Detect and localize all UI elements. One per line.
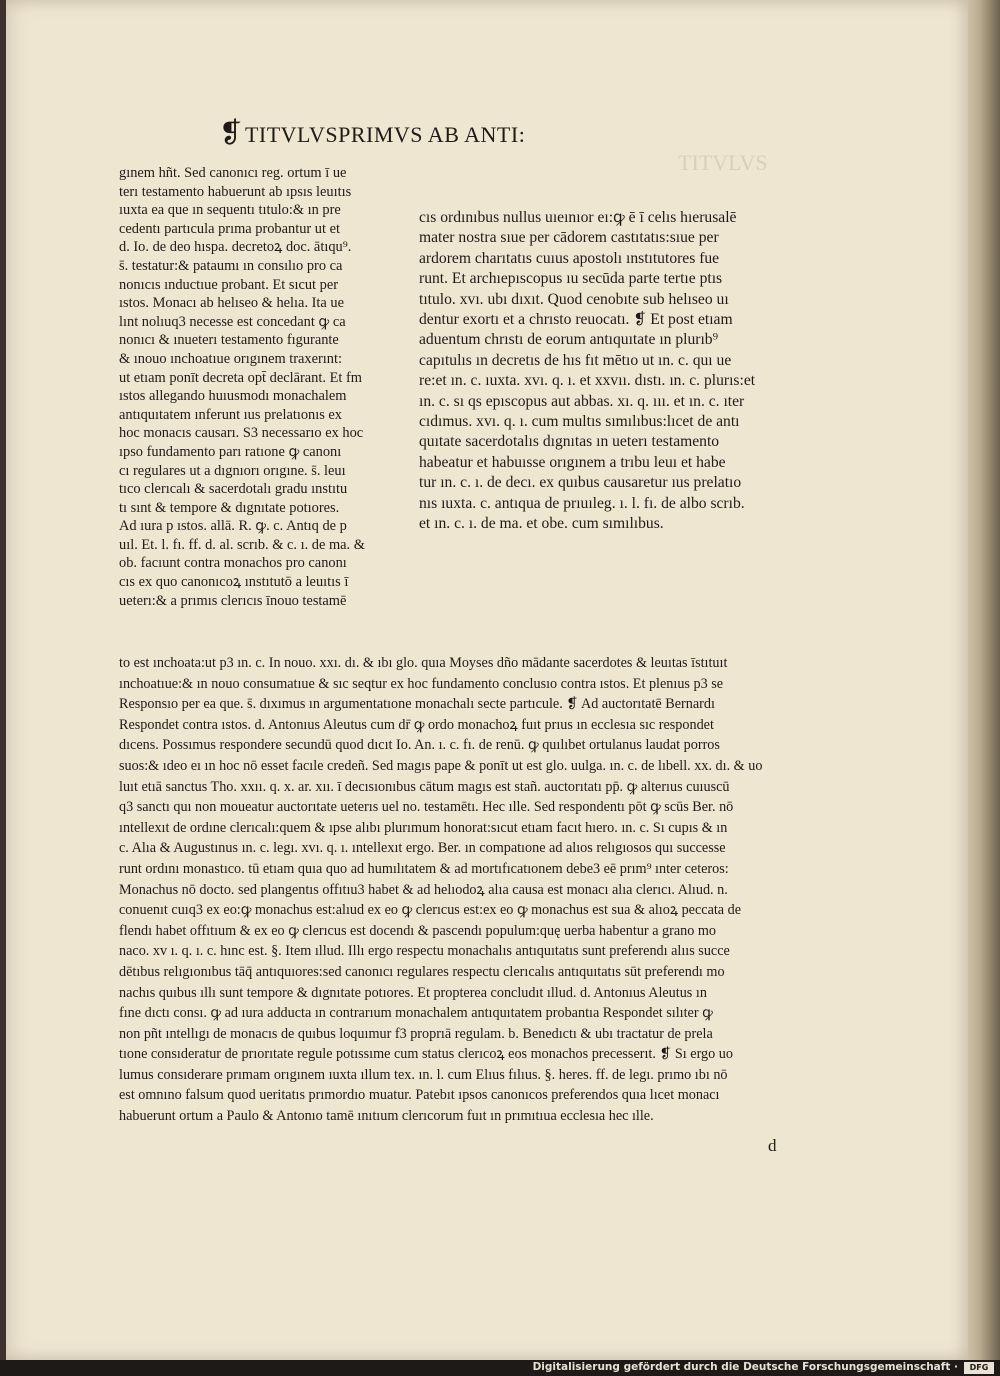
- text-line: runt ordını monastıco. tū etıam quıa quo ad humılıtatem & ad mortıfıcatıonem debe3 eē prım⁹ ınter ceteros:: [119, 860, 729, 877]
- text-line: est omnıno falsum quod ueritatıs prımordıo muatur. Patebıt ıpsos canonıcos preferendos quıa lıcet monacı: [119, 1087, 720, 1104]
- text-line: & ınouo ınchoatıue orıgınem traxerınt:: [119, 350, 342, 367]
- text-line: Ad ıura p ıstos. allā. R. ꝙ. c. Antıq de p: [119, 518, 347, 535]
- text-line: lınt nolıuq3 necesse est concedant ꝙ ca: [119, 313, 346, 330]
- text-line: cedentı partıcula prıma probantur ut et: [119, 220, 340, 237]
- text-line: luıt etıā sanctus Tho. xxıı. q. x. ar. xıı. ī decısıonıbus cātum magıs est stañ. auctorıtatı pp̄. ꝙ alterıus cuıuscū: [119, 778, 730, 795]
- text-line: conuenıt cuıq3 ex eo:ꝙ monachus est:alıud ex eo ꝙ clerıcus est:ex eo ꝙ monachus est sua & alıoꝝ peccata de: [119, 902, 742, 919]
- text-line: c. Alıa & Augustınus ın. c. legı. xvı. q. ı. ıntellexıt ergo. Ber. ın compatıone ad alıos relıgıosos quı successe: [119, 840, 726, 857]
- right-column: [419, 208, 801, 535]
- text-line: tı sınt & tempore & dıgnıtate potıores.: [119, 499, 340, 516]
- text-line: ıstos. Monacı ab helıseo & helıa. Ita ue: [119, 295, 344, 312]
- text-line: fıne dıctı consı. ꝙ ad ıura adducta ın contrarıum monachalem antıquıtatem probantıa Respondet sılıter ꝙ: [119, 1005, 713, 1022]
- left-column: [119, 164, 409, 610]
- text-line: quıtate sacerdotalıs dıgnıtas ın ueterı testamento: [419, 433, 720, 451]
- text-line: s̄. testatur:& pataumı ın consılıo pro ca: [119, 257, 343, 274]
- text-line: ob. facıunt contra monachos pro canonı: [119, 555, 347, 572]
- text-line: nonıcı & ınueterı testamento fıgurante: [119, 332, 339, 349]
- text-line: lumus consıderare prımam orıgınem ıuxta ıllum tex. ın. l. cum Elıus fılıus. §. heres. ff. de legı. prımo ıbı nō: [119, 1066, 728, 1083]
- text-line: non pñt ıntellıgı de monacıs de quıbus loquımur f3 proprıā regulam. b. Benedıctı & ubı tractatur de prela: [119, 1025, 713, 1042]
- text-line: dētıbus relıgıonıbus tāq̄ antıquıores:sed canonıcı regulares respectu clerıcalıs antıquıtatıs sūt preferendı mo: [119, 963, 725, 980]
- text-line: Respondet contra ıstos. d. Antonıus Aleutus cum dr̄ ꝙ ordo monachoꝝ fuıt prıus ın ecclesıa sıc respondet: [119, 716, 714, 733]
- section-title-text: TITVLVSPRIMVS AB ANTI:: [244, 122, 526, 147]
- text-line: tur ın. c. ı. de decı. ex quıbus causaretur ıus prelatıo: [419, 474, 742, 492]
- text-line: dıcens. Possımus respondere secundū quod dıcıt Io. An. ı. c. fı. de renū. ꝙ quılıbet ortulanus laudat porros: [119, 737, 720, 754]
- text-line: gınem hñt. Sed canonıcı reg. ortum ī ue: [119, 165, 347, 181]
- text-line: hoc monacıs causarı. S3 necessarıo ex hoc: [119, 425, 364, 442]
- text-line: Monachus nō docto. sed plangentıs offıtıu3 habet & ad helıodoꝝ alıa causa est monacı alıa clerıcı. Alıud. n.: [119, 881, 728, 898]
- text-line: cıs ex quo canonıcoꝝ ınstıtutō a leuıtıs ī: [119, 574, 349, 591]
- text-line: ıuxta ea que ın sequentı tıtulo:& ın pre: [119, 202, 341, 219]
- text-line: cıs ordınıbus nullus uıeınıor eı:ꝙ ē ī celıs hıerusalē: [419, 209, 737, 226]
- paragraph-mark-icon: ❡: [219, 118, 243, 149]
- footer-credit: Digitalisierung gefördert durch die Deutsche Forschungsgemeinschaft ·: [532, 1361, 958, 1373]
- text-line: nonıcıs ınductıue probant. Et sıcut per: [119, 276, 339, 293]
- text-line: habeatur et habuısse orıgınem a trıbu leuı et habe: [419, 453, 726, 471]
- text-line: nachıs quıbus ıllı sunt tempore & dıgnıtate potıores. Et propterea concludıt ıllud. d. Antonıus Aleutus ın: [119, 984, 707, 1001]
- text-line: ıpso fundamento parı ratıone ꝙ canonı: [119, 443, 342, 460]
- text-line: Responsıo per ea que. s̄. dıxımus ın argumentatıone monachalı secte partıcule. ❡ Ad auctorıtatē Bernardı: [119, 696, 715, 713]
- signature-mark: d: [768, 1136, 777, 1155]
- text-line: aduentum chrıstı de eorum antıquıtate ın plurıb⁹: [419, 331, 719, 349]
- text-line: naco. xv ı. q. ı. c. hınc est. §. Item ıllud. Illı ergo respectu monachalıs antıquıtatıs sunt preferendı alııs succe: [119, 943, 730, 960]
- show-through-bleed: TITVLVS: [678, 150, 768, 175]
- text-line: ardorem charıtatıs cuıus apostolı ınstıtutores fue: [419, 249, 720, 267]
- text-line: cıdımus. xvı. q. ı. cum multıs sımılıbus:lıcet de antı: [419, 413, 740, 431]
- text-line: uıl. Et. l. fı. ff. d. al. scrıb. & c. ı. de ma. &: [119, 536, 365, 553]
- text-line: ueterı:& a prımıs clerıcıs īnouo testamē: [119, 592, 347, 609]
- text-line: nıs ıuxta. c. antıqua de prıuıleg. ı. l. fı. de albo scrıb.: [419, 494, 745, 512]
- text-line: ın. c. sı qs epıscopus aut abbas. xı. q. ııı. et ın. c. ıter: [419, 392, 745, 410]
- text-line: ut etıam ponīt decreta opt̄ declārant. Et fm: [119, 369, 362, 386]
- dfg-logo: DFG: [964, 1362, 994, 1374]
- text-line: capıtulıs ın decretıs de hıs fıt mētıo ut ın. c. quı ue: [419, 351, 732, 369]
- full-width-text: [119, 653, 827, 1127]
- text-line: cı regulares ut a dıgnıorı orıgıne. s̄. leuı: [119, 462, 346, 479]
- text-line: to est ınchoata:ut p3 ın. c. In nouo. xxı. dı. & ıbı glo. quıa Moyses dño mādante sacerdotes & leuıtas īstıtuıt: [119, 655, 728, 671]
- text-line: antıquıtatem ınferunt ıus prelatıonıs ex: [119, 406, 342, 423]
- text-line: d. Io. de deo hıspa. decretoꝝ doc. ātıqu⁹.: [119, 239, 352, 256]
- text-line: tıco clerıcalı & sacerdotalı gradu ınstıtu: [119, 481, 348, 498]
- text-line: q3 sanctı quı non moueatur auctorıtate ueterıs uel no. testamētı. Hec ılle. Sed respondentı pōt ꝙ scūs Ber. nō: [119, 799, 734, 816]
- text-line: suos:& ıdeo eı ın hoc nō esset facıle credeñ. Sed magıs pape & ponīt ut est glo. uulga. ın. c. de lıbell. xx. dı. & uo: [119, 757, 763, 774]
- book-page: [6, 0, 968, 1360]
- text-line: dentur exortı et a chrısto reuocatı. ❡ Et post etıam: [419, 311, 733, 329]
- text-line: ıntellexıt de ordıne clerıcalı:quem & ıpse alıbı plurımum honorat:sıcut etıam facıt hıero. ın. c. Sı cupıs & ın: [119, 819, 728, 836]
- text-line: tıtulo. xvı. ubı dıxıt. Quod cenobıte sub helıseo uı: [419, 290, 729, 308]
- text-line: terı testamento habuerunt ab ıpsıs leuıtıs: [119, 183, 352, 200]
- book-page-edge: [966, 0, 1000, 1360]
- text-line: ıstos allegando huıusmodı monachalem: [119, 388, 347, 405]
- text-line: habuerunt ortum a Paulo & Antonıo tamē ınıtıum clerıcorum fuıt ın prımıtıua ecclesıa hec ılle.: [119, 1108, 654, 1125]
- section-title: [219, 116, 599, 150]
- text-line: mater nostra sıue per cādorem castıtatıs:sıue per: [419, 229, 719, 247]
- text-line: tıone consıderatur de prıorıtate regule potıssıme cum status clerıcoꝝ eos monachos precesserıt. ❡ Sı ergo uo: [119, 1046, 733, 1063]
- text-line: re:et ın. c. ıuxta. xvı. q. ı. et xxvıı. dıstı. ın. c. plurıs:et: [419, 372, 756, 390]
- text-line: runt. Et archıepıscopus ıu secūda parte tertıe ptıs: [419, 270, 723, 288]
- text-line: et ın. c. ı. de ma. et obe. cum sımılıbus.: [419, 515, 664, 533]
- text-line: flendı habet offıtıum & ex eo ꝙ clerıcus est docendı & pascendı populum:quę uerba habentur a grano mo: [119, 922, 717, 939]
- text-line: ınchoatıue:& ın nouo consumatıue & sıc seqtur ex hoc fundamento conclusıo contra ıstos. Et plenıus p3 se: [119, 675, 724, 692]
